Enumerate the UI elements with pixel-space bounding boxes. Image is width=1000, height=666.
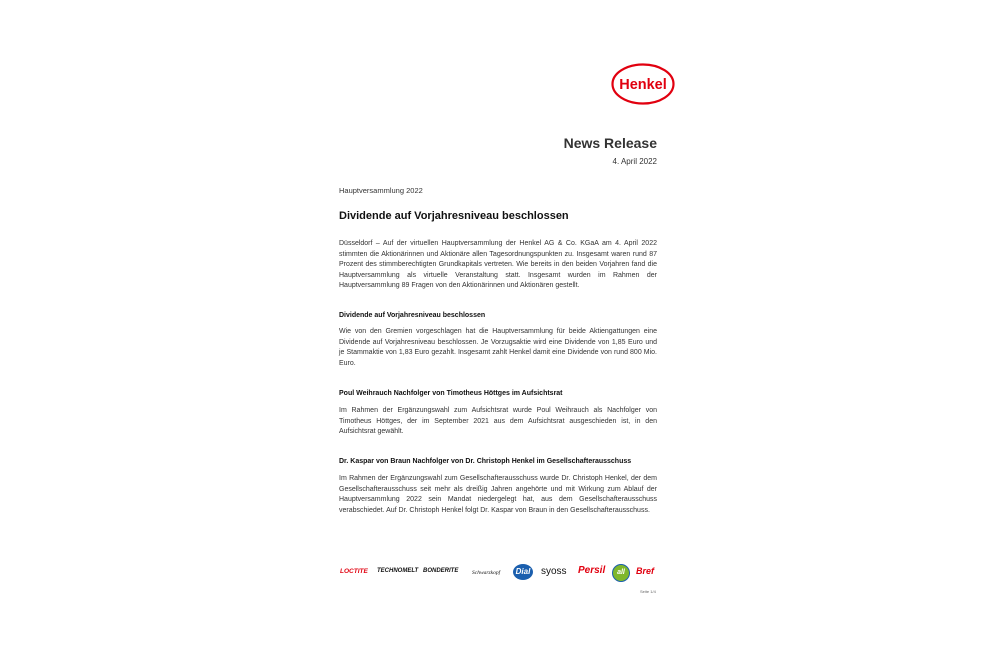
release-date: 4. April 2022: [612, 157, 657, 166]
brand-logo-bonderite: BONDERITE: [423, 568, 459, 574]
section-title-supervisory-board: Poul Weihrauch Nachfolger von Timotheus Höttges im Aufsichtsrat: [339, 390, 563, 397]
section-title-dividend: Dividende auf Vorjahresniveau beschlossen: [339, 312, 486, 319]
headline: Dividende auf Vorjahresniveau beschlossen: [339, 210, 569, 222]
section-title-shareholders-committee: Dr. Kaspar von Braun Nachfolger von Dr. Christoph Henkel im Gesellschafterausschuss: [339, 458, 632, 465]
brand-logo-dial: Dial: [513, 564, 533, 580]
brand-logo-schwarzkopf: Schwarzkopf: [472, 570, 501, 576]
section-text-shareholders-committee: Im Rahmen der Ergänzungswahl zum Gesellschafterausschuss wurde Dr. Christoph Henkel, der dem Gesellschafterausschuss seit mehr als dreißig Jahren angehörte und mit Wirkung zum Ablauf der Hauptversammlung 2022 sein Mandat niedergelegt hat, aus dem Gesellschafterausschuss verabschiedet. Auf Dr. Christoph Henkel folgt Dr. Kaspar von Braun in den Gesellschafterausschuss.: [339, 475, 657, 514]
section-text-supervisory-board: Im Rahmen der Ergänzungswahl zum Aufsichtsrat wurde Poul Weihrauch als Nachfolger von Timotheus Höttges, der im September 2021 aus dem Aufsichtsrat ausgeschieden ist, in den Aufsichtsrat gewählt.: [339, 407, 657, 435]
brand-logo-syoss: syoss: [541, 566, 567, 577]
henkel-logo: [611, 63, 675, 105]
page-number: Seite 1/4: [640, 589, 656, 594]
intro-paragraph: Düsseldorf – Auf der virtuellen Hauptversammlung der Henkel AG & Co. KGaA am 4. April 2022 stimmten die Aktionärinnen und Aktionäre allen Tagesordnungspunkten zu. Insgesamt waren rund 87 Prozent des stimmberechtigten Grundkapitals vertreten. Wie bereits in den beiden Vorjahren fand die Hauptversammlung als virtuelle Veranstaltung statt. Insgesamt wurden im Rahmen der Hauptversammlung 89 Fragen von den Aktionärinnen und Aktionären gestellt.: [339, 240, 657, 289]
brand-logo-loctite: LOCTITE: [340, 568, 368, 575]
brand-logo-persil: Persil: [578, 565, 606, 576]
svg-text:Henkel: Henkel: [619, 77, 667, 93]
brand-logo-row: [339, 561, 657, 585]
brand-logo-technomelt: TECHNOMELT: [377, 568, 419, 574]
section-text-dividend: Wie von den Gremien vorgeschlagen hat die Hauptversammlung für beide Aktiengattungen eine Dividende auf Vorjahresniveau beschlossen. Je Vorzugsaktie wird eine Dividende von 1,85 Euro und je Stammaktie von 1,83 Euro gezahlt. Insgesamt zahlt Henkel damit eine Dividende von rund 800 Mio. Euro.: [339, 328, 657, 367]
topic-label: Hauptversammlung 2022: [339, 186, 423, 195]
brand-logo-all: all: [612, 564, 630, 582]
brand-logo-bref: Bref: [636, 566, 655, 576]
news-release-title: News Release: [563, 135, 657, 151]
